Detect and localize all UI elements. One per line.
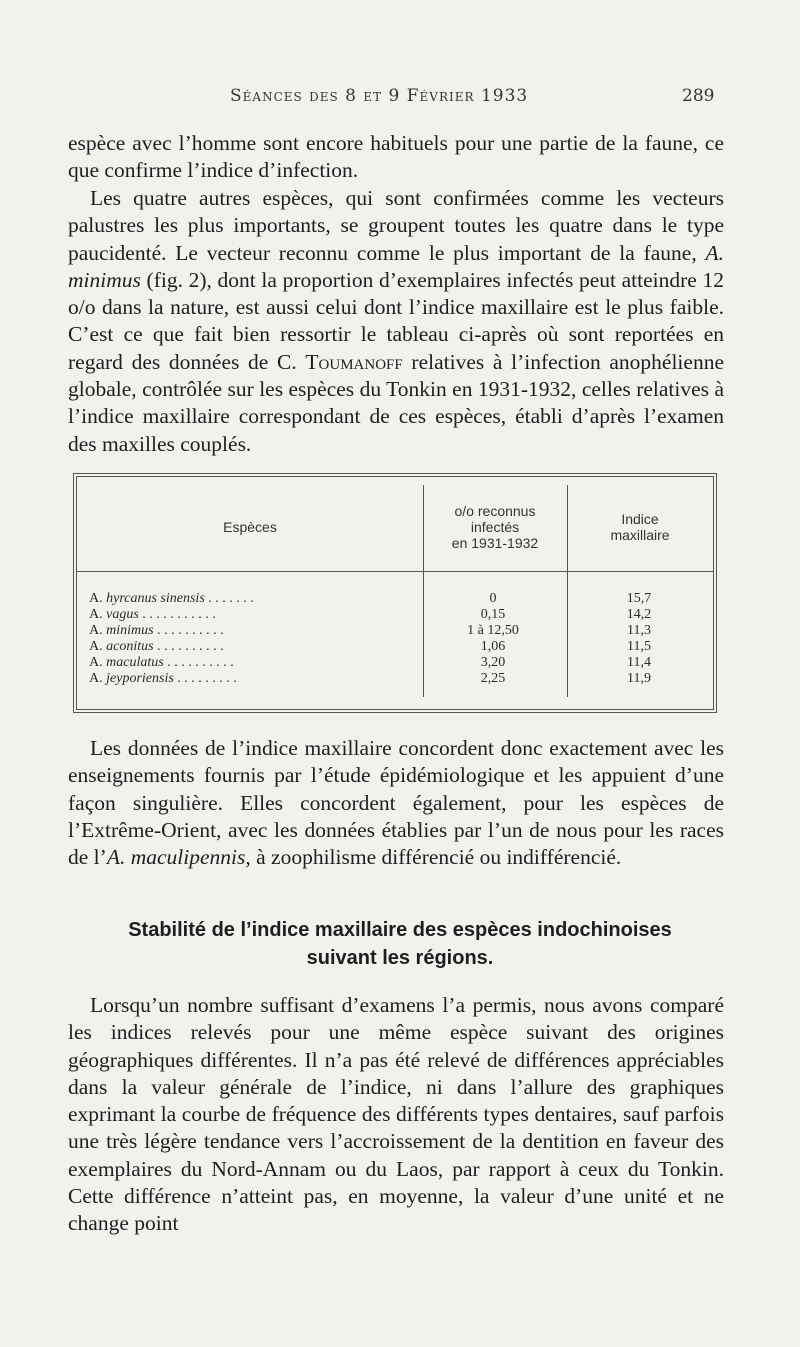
table-row <box>77 607 713 623</box>
paragraph-2 <box>68 185 724 458</box>
paragraph-3 <box>68 735 724 871</box>
running-title: Séances des 8 et 9 Février 1933 <box>230 86 529 106</box>
infected-cell: 0,15 <box>480 607 506 622</box>
header-index <box>567 511 713 543</box>
species-cell: A. maculatus . . . . . . . . . . <box>89 655 234 670</box>
infected-cell: 2,25 <box>480 671 506 686</box>
table-row <box>77 671 713 687</box>
species-cell: A. hyrcanus sinensis . . . . . . . <box>89 591 254 606</box>
species-name: A. maculipennis, <box>106 845 251 870</box>
data-table <box>76 476 714 710</box>
index-cell: 15,7 <box>626 591 652 606</box>
species-name: A. minimus <box>68 240 724 292</box>
species-cell: A. jeyporiensis . . . . . . . . . <box>89 671 237 686</box>
header-infected-line: infectés <box>470 519 520 535</box>
infected-cell: 1 à 12,50 <box>467 623 519 638</box>
species-cell: A. minimus . . . . . . . . . . <box>89 623 224 638</box>
header-index-line: Indice <box>621 511 659 527</box>
paragraph-4 <box>68 992 724 1238</box>
page-number: 289 <box>682 86 715 106</box>
paragraph-2-text-c: relatives à l’infection anophélienne globale, contrôlée sur les espèces du Tonkin en 1931-1932, celles relatives à l’indice maxillaire correspondant de ces espèces, établi d’après l’examen des maxilles couplés. <box>68 349 724 456</box>
header-index-line: maxillaire <box>610 527 670 543</box>
index-cell: 11,9 <box>627 671 651 686</box>
section-heading-line-2: suivant les régions. <box>306 947 494 969</box>
paragraph-2-text-b: (fig. 2), dont la proportion d’exemplaires infectés peut atteindre 12 o/o dans la nature, est aussi celui dont l’indice maxillaire est le plus faible. C’est ce que fait bien ressortir le tableau ci-après où sont reportées en regard des données de C. <box>68 267 724 374</box>
table-row <box>77 591 713 607</box>
header-infected <box>423 503 567 551</box>
header-species: Espèces <box>223 519 277 535</box>
table-row <box>77 655 713 671</box>
running-header <box>0 86 800 112</box>
table-row <box>77 623 713 639</box>
table-row <box>77 639 713 655</box>
section-heading <box>60 916 740 972</box>
infected-cell: 0 <box>489 591 497 606</box>
paragraph-3-text-b: à zoophilisme différencié ou indifférencié. <box>250 845 622 870</box>
index-cell: 11,5 <box>627 639 651 654</box>
index-cell: 11,3 <box>627 623 651 638</box>
header-infected-line: o/o reconnus <box>454 503 536 519</box>
index-cell: 14,2 <box>626 607 652 622</box>
paragraph-1 <box>68 130 724 185</box>
infected-cell: 3,20 <box>480 655 506 670</box>
header-infected-line: en 1931-1932 <box>451 535 539 551</box>
paragraph-3-text-a: Les données de l’indice maxillaire concordent donc exactement avec les enseignements fournis par l’étude épidémiologique et les appuient d’une façon singulière. Elles concordent également, pour les espèces de l’Extrême-Orient, avec les données établies par l’un de nous pour les races de l’ <box>68 736 724 870</box>
species-cell: A. vagus . . . . . . . . . . . <box>89 607 216 622</box>
paragraph-1-text: espèce avec l’homme sont encore habituels pour une partie de la faune, ce que confirme l’indice d’infection. <box>68 131 724 183</box>
infected-cell: 1,06 <box>480 639 506 654</box>
author-name: Toumanoff <box>305 349 403 374</box>
index-cell: 11,4 <box>627 655 651 670</box>
paragraph-4-text: Lorsqu’un nombre suffisant d’examens l’a permis, nous avons comparé les indices relevés pour une même espèce suivant des origines géographiques différentes. Il n’a pas été relevé de différences appréciables dans la valeur générale de l’indice, ni dans l’allure des graphiques exprimant la courbe de fréquence des différents types dentaires, sauf parfois une très légère tendance vers l’accroissement de la dentition en faveur des exemplaires du Nord-Annam ou du Laos, par rapport à ceux du Tonkin. Cette différence n’atteint pas, en moyenne, la valeur d’une unité et ne change point <box>68 993 724 1236</box>
species-cell: A. aconitus . . . . . . . . . . <box>89 639 224 654</box>
header-rule <box>77 571 713 572</box>
paragraph-2-text-a: Les quatre autres espèces, qui sont confirmées comme les vecteurs palustres les plus importants, se groupent toutes les quatre dans le type paucidenté. Le vecteur reconnu comme le plus important de la faune, <box>68 186 724 265</box>
section-heading-line-1: Stabilité de l’indice maxillaire des espèces indochinoises <box>128 919 672 941</box>
